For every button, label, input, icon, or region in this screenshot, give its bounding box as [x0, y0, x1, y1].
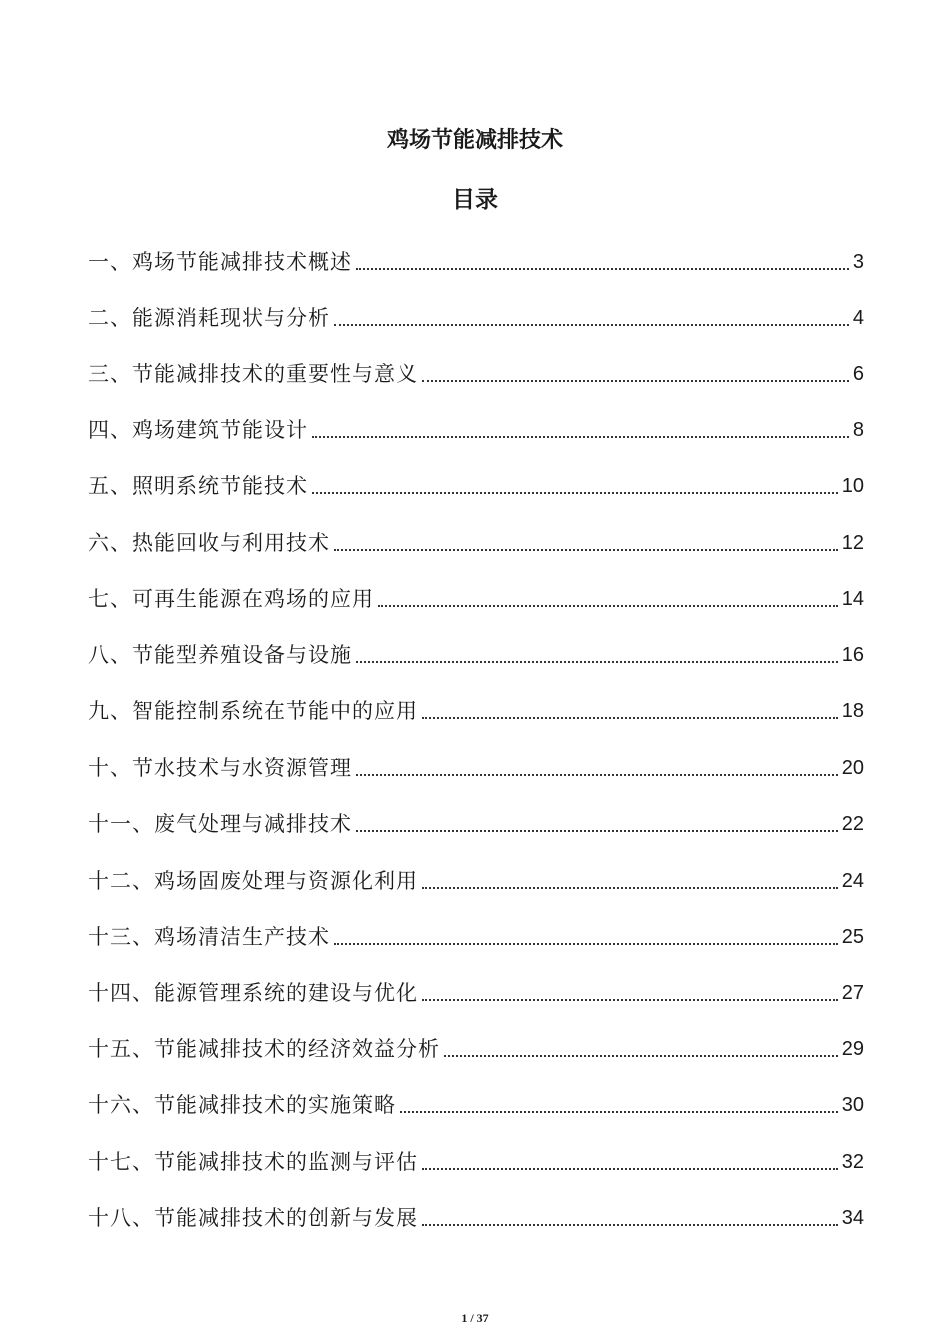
- toc-entry-page: 14: [841, 588, 864, 610]
- toc-entry[interactable]: [88, 748, 864, 784]
- toc-dot-leader: [334, 943, 838, 945]
- toc-dot-leader: [334, 549, 838, 551]
- toc-entry-label: 八、节能型养殖设备与设施: [88, 643, 352, 667]
- toc-entry-label: 十五、节能减排技术的经济效益分析: [88, 1037, 440, 1061]
- toc-entry-page: 12: [841, 532, 864, 554]
- toc-entry[interactable]: [88, 635, 864, 671]
- toc-dot-leader: [422, 380, 849, 382]
- toc-entry[interactable]: [88, 973, 864, 1009]
- toc-entry[interactable]: [88, 523, 864, 559]
- toc-entry-label: 十、节水技术与水资源管理: [88, 756, 352, 780]
- toc-entry[interactable]: [88, 691, 864, 727]
- toc-heading: 目录: [452, 187, 498, 213]
- toc-entry-page: 8: [852, 419, 864, 441]
- toc-entry-label: 十三、鸡场清洁生产技术: [88, 925, 330, 949]
- toc-dot-leader: [378, 605, 838, 607]
- toc-dot-leader: [334, 324, 849, 326]
- toc-entry-page: 3: [852, 251, 864, 273]
- toc-entry[interactable]: [88, 579, 864, 615]
- page-number-footer: 1 / 37: [461, 1311, 489, 1325]
- toc-entry[interactable]: [88, 298, 864, 334]
- toc-entry-page: 16: [841, 644, 864, 666]
- toc-entry-label: 九、智能控制系统在节能中的应用: [88, 699, 418, 723]
- toc-entry-page: 30: [841, 1094, 864, 1116]
- toc-entry-page: 27: [841, 982, 864, 1004]
- toc-entry-page: 25: [841, 926, 864, 948]
- toc-entry-label: 十八、节能减排技术的创新与发展: [88, 1206, 418, 1230]
- toc-entry[interactable]: [88, 466, 864, 502]
- toc-entry-label: 三、节能减排技术的重要性与意义: [88, 362, 418, 386]
- toc-dot-leader: [356, 774, 838, 776]
- toc-dot-leader: [422, 1224, 838, 1226]
- toc-entry-page: 4: [852, 307, 864, 329]
- toc-entry-label: 一、鸡场节能减排技术概述: [88, 250, 352, 274]
- toc-entry-label: 十七、节能减排技术的监测与评估: [88, 1150, 418, 1174]
- toc-dot-leader: [356, 661, 838, 663]
- toc-dot-leader: [422, 887, 838, 889]
- toc-entry[interactable]: [88, 917, 864, 953]
- toc-entry-label: 十一、废气处理与减排技术: [88, 812, 352, 836]
- document-title: 鸡场节能减排技术: [386, 128, 563, 153]
- toc-entry-label: 六、热能回收与利用技术: [88, 531, 330, 555]
- toc-entry-label: 十六、节能减排技术的实施策略: [88, 1093, 396, 1117]
- toc-entry-label: 十四、能源管理系统的建设与优化: [88, 981, 418, 1005]
- toc-dot-leader: [422, 717, 838, 719]
- toc-dot-leader: [356, 830, 838, 832]
- toc-entry-page: 6: [852, 363, 864, 385]
- toc-dot-leader: [444, 1055, 838, 1057]
- toc-entry[interactable]: [88, 1029, 864, 1065]
- toc-entry-page: 24: [841, 870, 864, 892]
- toc-entry[interactable]: [88, 242, 864, 278]
- toc-entry-page: 20: [841, 757, 864, 779]
- toc-entry-page: 18: [841, 700, 864, 722]
- toc-entry-page: 10: [841, 475, 864, 497]
- toc-entry-label: 五、照明系统节能技术: [88, 474, 308, 498]
- toc-entry[interactable]: [88, 1085, 864, 1121]
- toc-dot-leader: [400, 1111, 838, 1113]
- toc-entry-label: 十二、鸡场固废处理与资源化利用: [88, 869, 418, 893]
- toc-dot-leader: [312, 492, 838, 494]
- toc-entry[interactable]: [88, 861, 864, 897]
- toc-entry[interactable]: [88, 1198, 864, 1234]
- toc-entry-page: 32: [841, 1151, 864, 1173]
- toc-entry-label: 四、鸡场建筑节能设计: [88, 418, 308, 442]
- toc-dot-leader: [422, 999, 838, 1001]
- toc-dot-leader: [312, 436, 849, 438]
- toc-dot-leader: [422, 1168, 838, 1170]
- toc-entry-page: 34: [841, 1207, 864, 1229]
- toc-entry-label: 二、能源消耗现状与分析: [88, 306, 330, 330]
- toc-entry-page: 22: [841, 813, 864, 835]
- toc-dot-leader: [356, 268, 849, 270]
- toc-entry[interactable]: [88, 804, 864, 840]
- toc-entry-page: 29: [841, 1038, 864, 1060]
- toc-entry[interactable]: [88, 410, 864, 446]
- toc-entry[interactable]: [88, 354, 864, 390]
- toc-entry[interactable]: [88, 1142, 864, 1178]
- toc-entry-label: 七、可再生能源在鸡场的应用: [88, 587, 374, 611]
